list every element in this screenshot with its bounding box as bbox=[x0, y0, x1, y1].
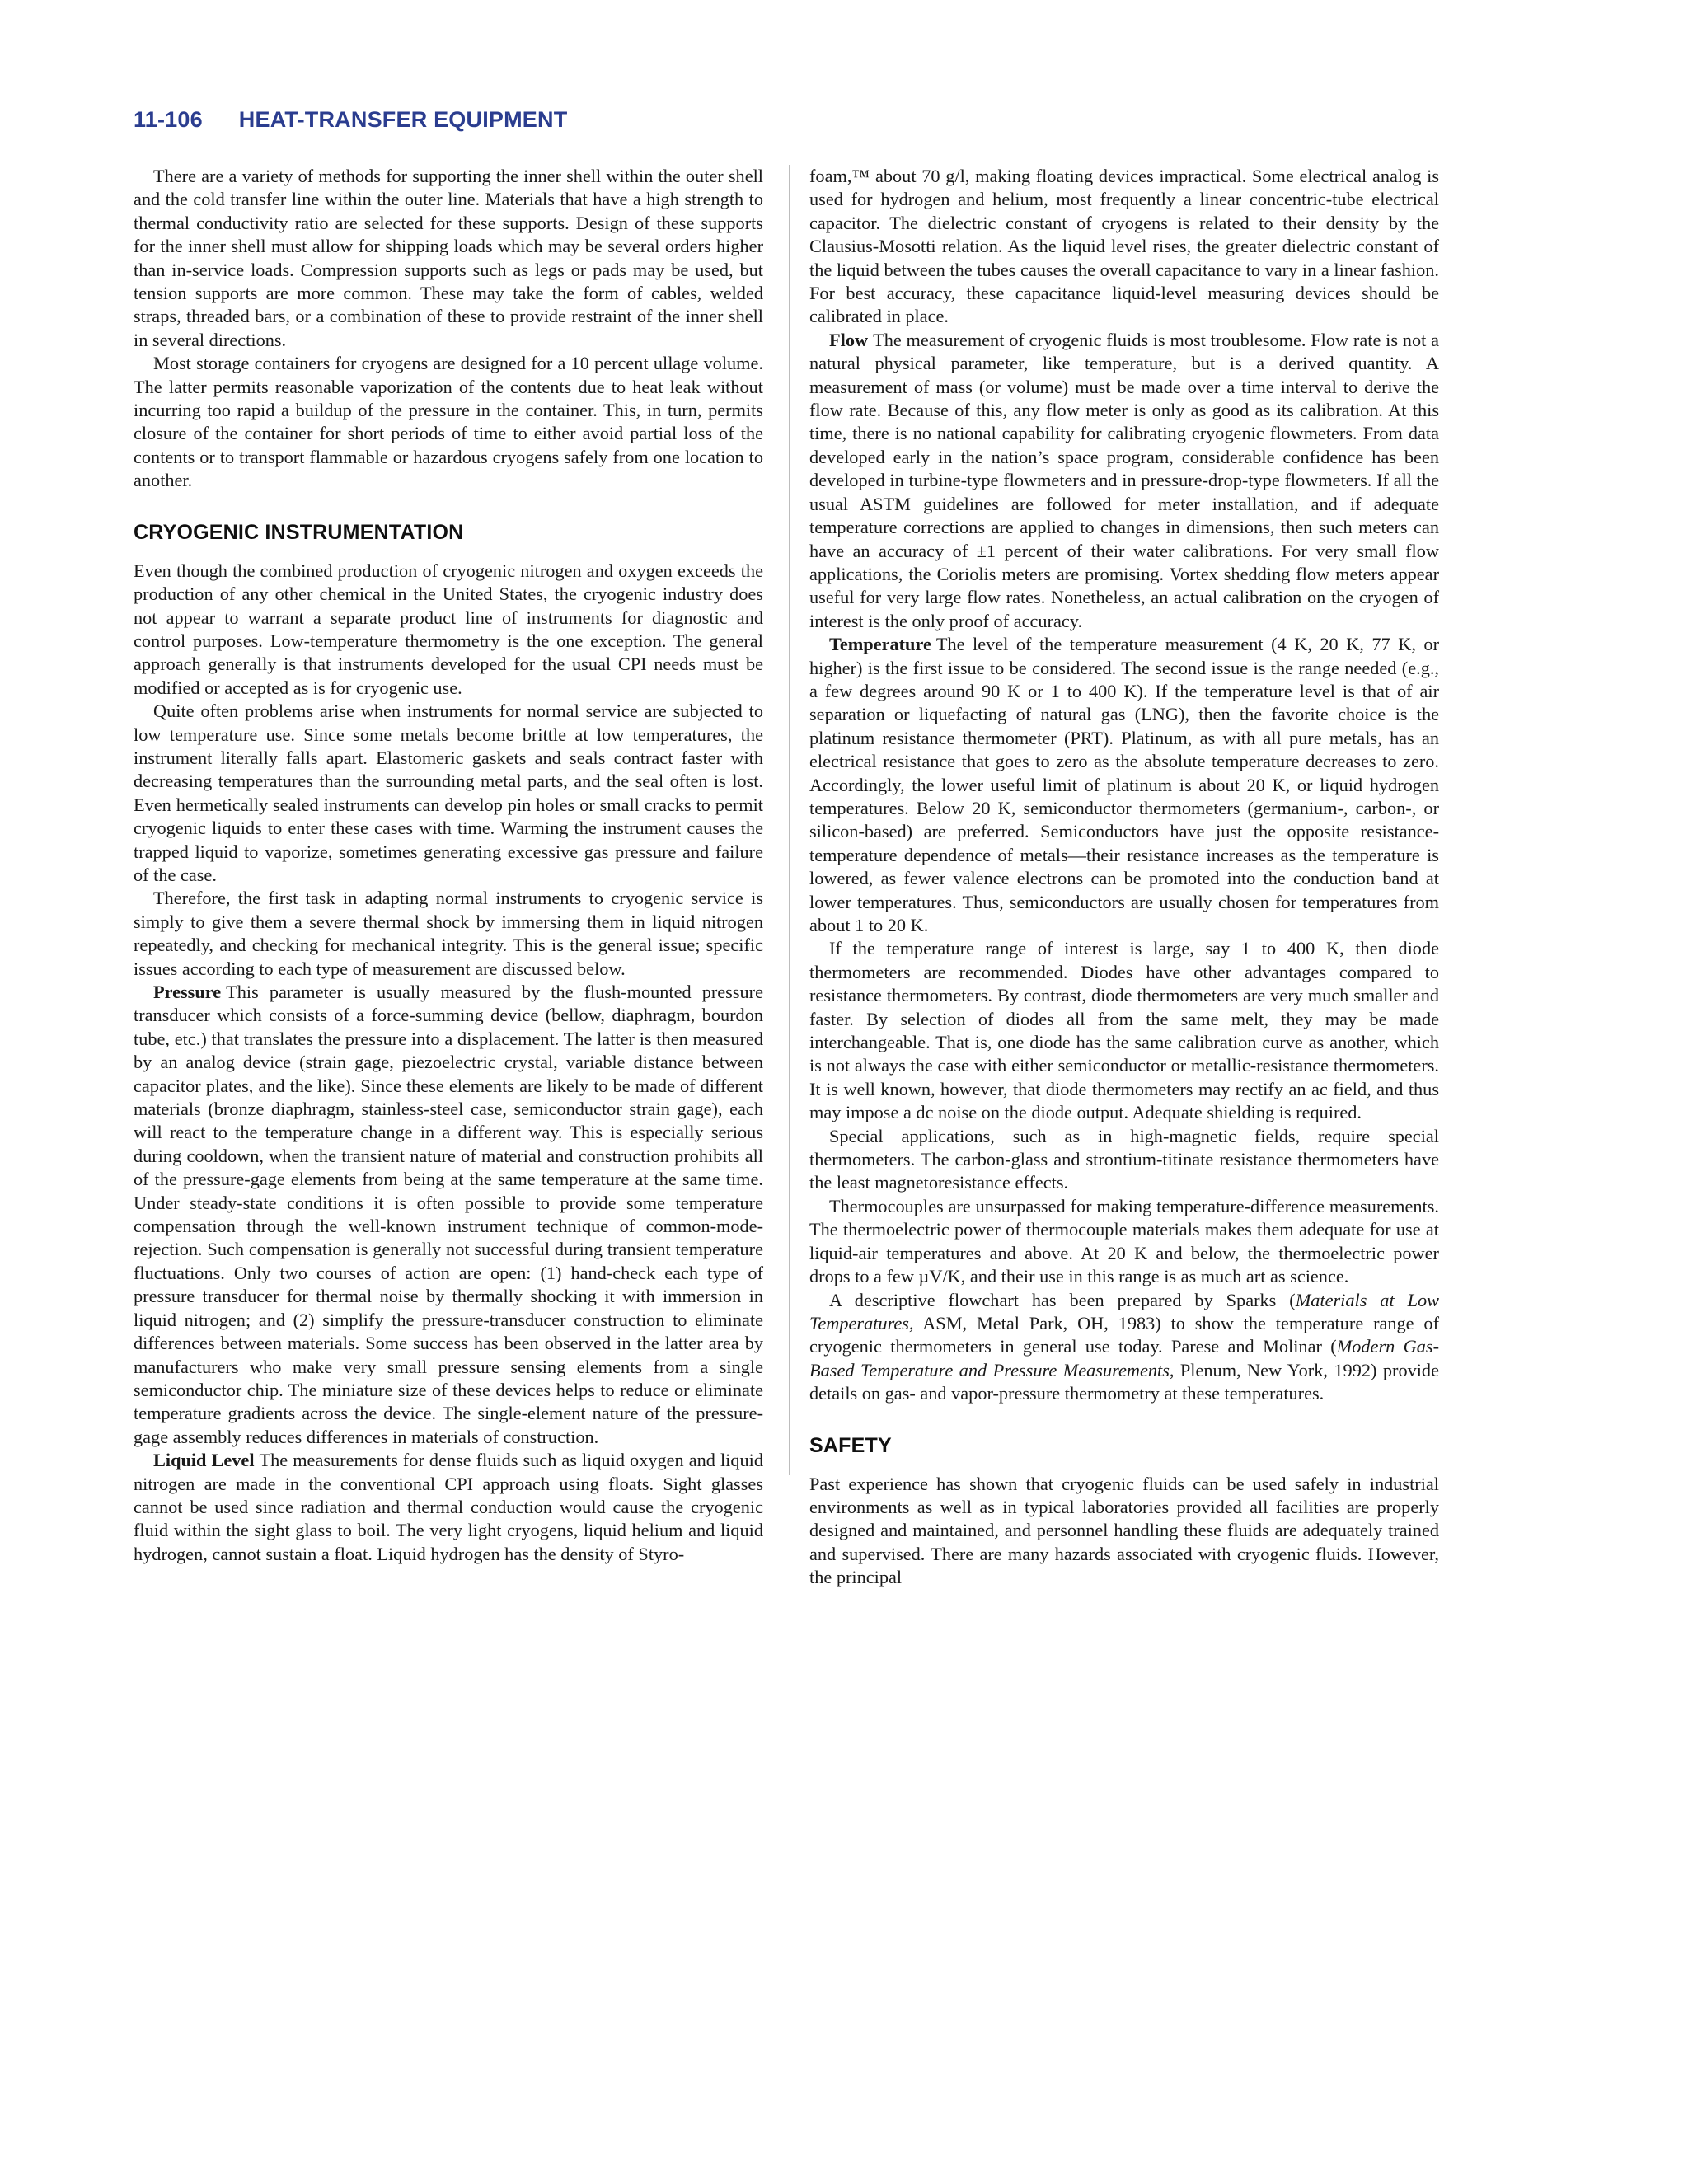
running-header bbox=[134, 107, 567, 133]
paragraph-flow bbox=[809, 329, 1439, 633]
paragraph-ullage: Most storage containers for cryogens are designed for a 10 percent ullage volume. The latter permits reasonable vaporization of the contents due to heat leak without incurring too rapid a buildup of the pressure in the container. This, in turn, permits closure of the container for short periods of time to either avoid partial loss of the contents or to transport flammable or hazardous cryogens safely from one location to another. bbox=[134, 353, 763, 491]
runin-heading-temperature: Temperature bbox=[829, 634, 931, 655]
page-number: 11-106 bbox=[134, 107, 203, 132]
reference-text-c: Plenum, New York, 1992) provide details on gas- and vapor-pressure thermometry at these temperatures. bbox=[809, 1359, 1439, 1404]
column-divider bbox=[789, 165, 790, 1475]
paragraph-diode-thermometers: If the temperature range of interest is large, say 1 to 400 K, then diode thermometers are recommended. Diodes have other advantages compared to resistance thermometers. By contrast, diode thermometers are very much smaller and faster. By selection of diodes all from the same melt, they may be made interchangeable. That is, one diode has the same calibration curve as another, which is not always the case with either semiconductor or metallic-resistance thermometers. It is well known, however, that diode thermometers may rectify an ac field, and thus may impose a dc noise on the diode output. Adequate shielding is required. bbox=[809, 938, 1439, 1123]
paragraph-temperature bbox=[809, 633, 1439, 937]
heading-cryogenic-instrumentation: CRYOGENIC INSTRUMENTATION bbox=[134, 520, 464, 544]
paragraph-low-temperature-problems: Quite often problems arise when instruments for normal service are subjected to low temperature use. Since some metals become brittle at low temperatures, the instrument literally falls apart. Elastomeric gaskets and seals contract faster with decreasing temperatures than the surrounding metal parts, and the seal often is lost. Even hermetically sealed instruments can develop pin holes or small cracks to permit cryogenic liquids to enter these cases with time. Warming the instrument causes the trapped liquid to vaporize, sometimes generating excessive gas pressure and failure of the case. bbox=[134, 701, 763, 885]
paragraph-flowchart-references bbox=[809, 1289, 1439, 1406]
paragraph-pressure bbox=[134, 981, 763, 1449]
heading-safety: SAFETY bbox=[809, 1433, 892, 1457]
paragraph-supports: There are a variety of methods for supporting the inner shell within the outer shell and the cold transfer line within the outer line. Materials that have a high strength to thermal conductivity ratio are selected for these supports. Design of these supports for the inner shell must allow for shipping loads which may be several orders higher than in-service loads. Compression supports such as legs or pads may be used, but tension supports are more common. These may take the form of cables, welded straps, threaded bars, or a combination of these to provide restraint of the inner shell in several directions. bbox=[134, 166, 763, 350]
citation-modern-gas-based: Modern Gas-Based Temperature and Pressure Measurements, bbox=[809, 1336, 1439, 1380]
runin-heading-flow: Flow bbox=[829, 329, 869, 350]
runin-heading-pressure: Pressure bbox=[153, 982, 222, 1002]
paragraph-liquid-level bbox=[134, 1449, 763, 1566]
paragraph-thermal-shock: Therefore, the first task in adapting normal instruments to cryogenic service is simply to give them a severe thermal shock by immersing them in liquid nitrogen repeatedly, and checking for mechanical integrity. This is the general issue; specific issues according to each type of measurement are discussed below. bbox=[134, 888, 763, 979]
liquid-level-text: The measurements for dense fluids such as liquid oxygen and liquid nitrogen are made in the conventional CPI approach using floats. Sight glasses cannot be used since radiation and thermal conduction would cause the cryogenic fluid within the sight glass to boil. The very light cryogens, liquid helium and liquid hydrogen, cannot sustain a float. Liquid hydrogen has the density of Styro- bbox=[134, 1450, 763, 1564]
section-title: HEAT-TRANSFER EQUIPMENT bbox=[238, 107, 568, 132]
temperature-text: The level of the temperature measurement (4 K, 20 K, 77 K, or higher) is the first issue to be considered. The second issue is the range needed (e.g., a few degrees around 90 K or 1 to 400 K). If the temperature level is that of air separation or liquefacting of natural gas (LNG), then the favorite choice is the platinum resistance thermometer (PRT). Platinum, as with all pure metals, has an electrical resistance that goes to zero as the absolute temperature decreases to zero. Accordingly, the lower useful limit of platinum is about 20 K, or liquid hydrogen temperatures. Below 20 K, semiconductor thermometers (germanium-, carbon-, or silicon-based) are preferred. Semiconductors have just the opposite resistance-temperature dependence of metals—their resistance increases as the temperature is lowered, as fewer valence electrons can be promoted into the conduction band at lower temperatures. Thus, semiconductors are usually chosen for temperatures from about 1 to 20 K. bbox=[809, 634, 1439, 935]
right-column bbox=[809, 165, 1439, 1590]
paragraph-special-applications: Special applications, such as in high-magnetic fields, require special thermometers. The carbon-glass and strontium-titinate resistance thermometers have the least magnetoresistance effects. bbox=[809, 1125, 1439, 1193]
pressure-text: This parameter is usually measured by the flush-mounted pressure transducer which consists of a force-summing device (bellow, diaphragm, bourdon tube, etc.) that translates the pressure into a displacement. The latter is then measured by an analog device (strain gage, piezoelectric crystal, variable distance between capacitor plates, and the like). Since these elements are likely to be made of different materials (bronze diaphragm, stainless-steel case, semiconductor strain gage), each will react to the temperature change in a different way. This is especially serious during cooldown, when the transient nature of material and construction prohibits all of the pressure-gage elements from being at the same temperature at the same time. Under steady-state conditions it is often possible to provide some temperature compensation through the well-known instrument technique of common-mode-rejection. Such compensation is generally not successful during transient temperature fluctuations. Only two courses of action are open: (1) hand-check each type of pressure transducer for thermal noise by thermally shocking it with immersion in liquid nitrogen; and (2) simplify the pressure-transducer construction to eliminate differences between materials. Some success has been observed in the latter area by manufacturers who make very small pressure sensing elements from a single semiconductor chip. The miniature size of these devices helps to reduce or eliminate temperature gradients across the device. The single-element nature of the pressure-gage assembly reduces differences in materials of construction. bbox=[134, 982, 763, 1447]
citation-materials-low-temperatures: Materials at Low Temperatures, bbox=[809, 1289, 1439, 1333]
runin-heading-liquid-level: Liquid Level bbox=[153, 1450, 255, 1471]
reference-text-a: A descriptive flowchart has been prepared by Sparks ( bbox=[829, 1289, 1296, 1310]
flow-text: The measurement of cryogenic fluids is most troublesome. Flow rate is not a natural physical parameter, like temperature, but is a derived quantity. A measurement of mass (or volume) must be made over a time interval to derive the flow rate. Because of this, any flow meter is only as good as its calibration. At this time, there is no national capability for calibrating cryogenic flowmeters. From data developed early in the nation’s space program, considerable confidence has been developed in turbine-type flowmeters and in pressure-drop-type flowmeters. If all the usual ASTM guidelines are followed for meter installation, and if adequate temperature corrections are applied to changes in dimensions, then such meters can have an accuracy of ±1 percent of their water calibrations. For very small flow applications, the Coriolis meters are promising. Vortex shedding flow meters appear useful for very large flow rates. Nonetheless, an actual calibration on the cryogen of interest is the only proof of accuracy. bbox=[809, 329, 1439, 631]
reference-text-b: ASM, Metal Park, OH, 1983) to show the temperature range of cryogenic thermometers in general use today. Parese and Molinar ( bbox=[809, 1312, 1439, 1357]
paragraph-liquid-level-continued: foam,™ about 70 g/l, making floating devices impractical. Some electrical analog is used for hydrogen and helium, most frequently a linear concentric-tube electrical capacitor. The dielectric constant of cryogens is related to their density by the Clausius-Mosotti relation. As the liquid level rises, the greater dielectric constant of the liquid between the tubes causes the overall capacitance to vary in a linear fashion. For best accuracy, these capacitance liquid-level measuring devices should be calibrated in place. bbox=[809, 166, 1439, 327]
left-column bbox=[134, 165, 763, 1566]
paragraph-instrumentation-intro: Even though the combined production of cryogenic nitrogen and oxygen exceeds the production of any other chemical in the United States, the cryogenic industry does not appear to warrant a separate product line of instruments for diagnostic and control purposes. Low-temperature thermometry is the one exception. The general approach generally is that instruments developed for the usual CPI needs must be modified or accepted as is for cryogenic use. bbox=[134, 560, 763, 698]
paragraph-safety: Past experience has shown that cryogenic fluids can be used safely in industrial environments as well as in typical laboratories provided all facilities are properly designed and maintained, and personnel handling these fluids are adequately trained and supervised. There are many hazards associated with cryogenic fluids. However, the principal bbox=[809, 1473, 1439, 1588]
paragraph-thermocouples: Thermocouples are unsurpassed for making temperature-difference measurements. The thermoelectric power of thermocouple materials makes them adequate for use at liquid-air temperatures and above. At 20 K and below, the thermoelectric power drops to a few µV/K, and their use in this range is as much art as science. bbox=[809, 1195, 1439, 1287]
